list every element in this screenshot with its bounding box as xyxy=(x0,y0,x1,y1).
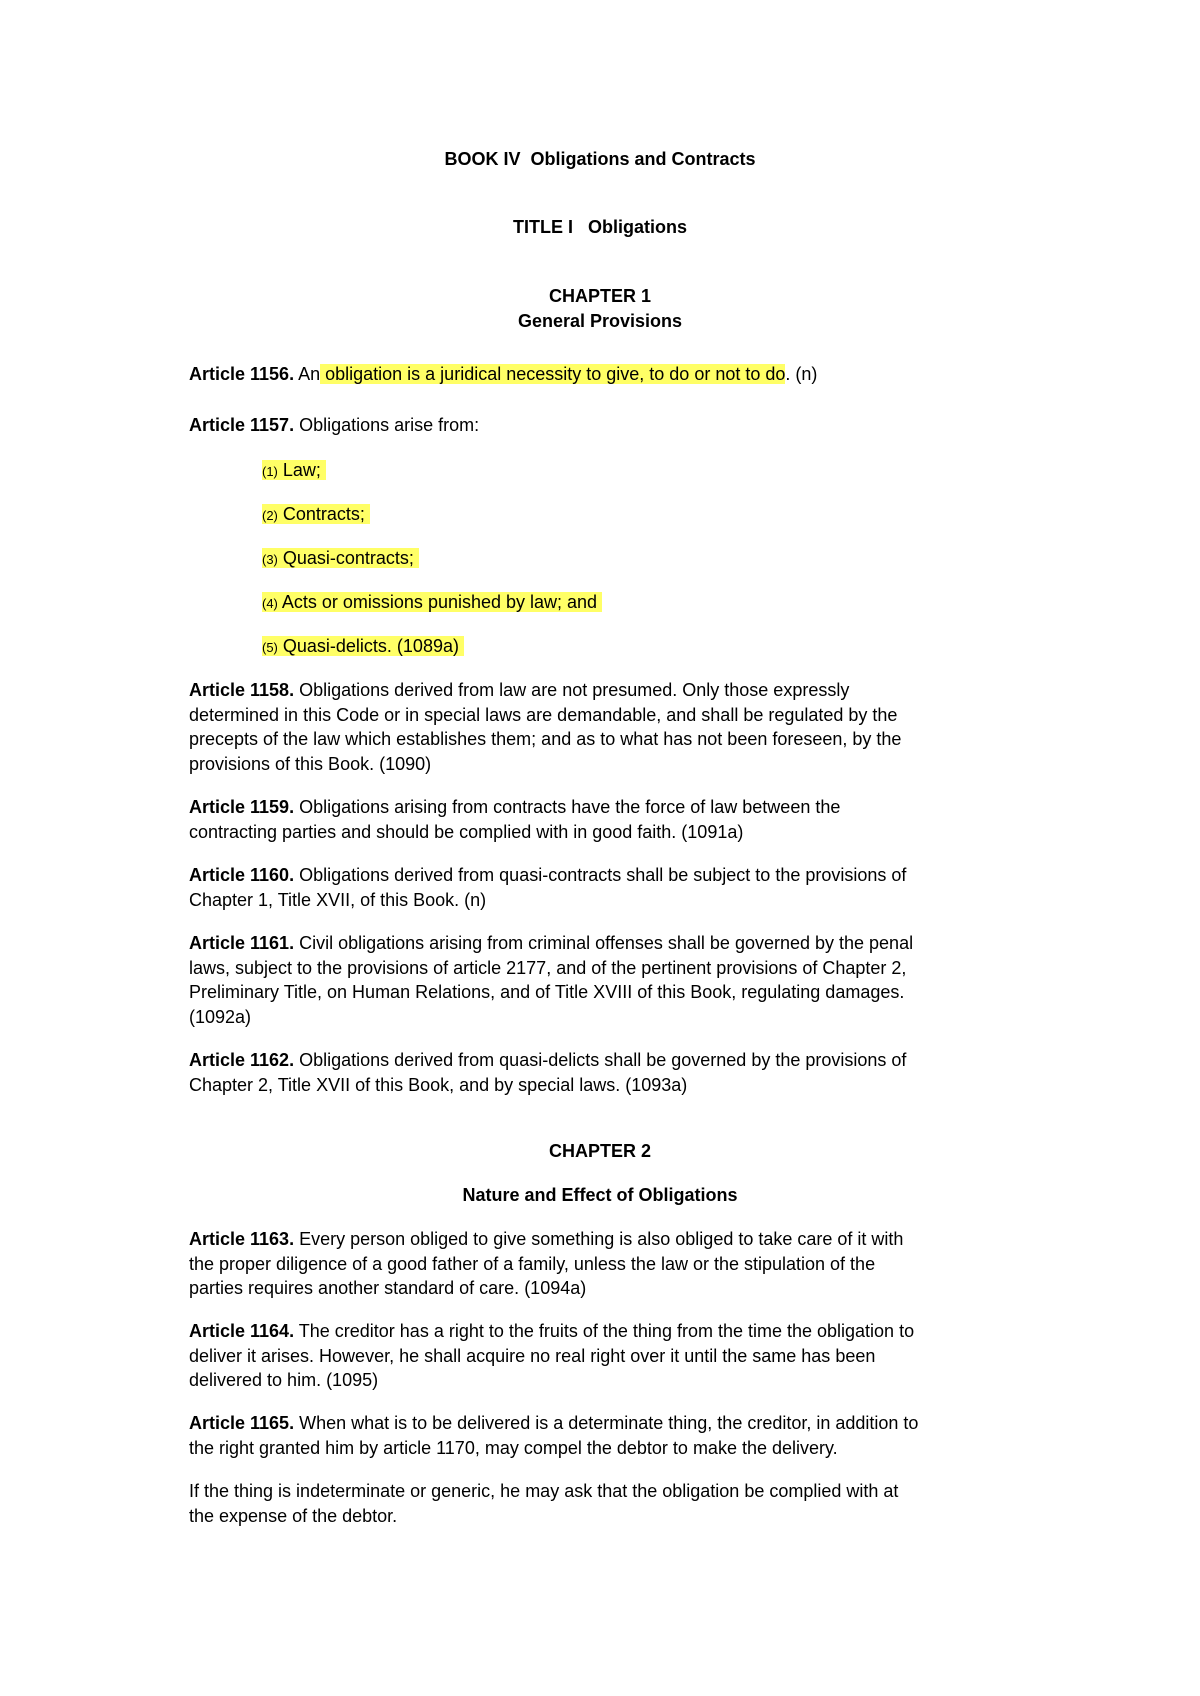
item-text: Acts or omissions punished by law; and xyxy=(277,592,603,612)
article-1162 xyxy=(189,1048,1019,1097)
list-item xyxy=(262,634,464,660)
article-text-line: Chapter 1, Title XVII, of this Book. (n) xyxy=(189,889,487,910)
list-item xyxy=(262,590,602,616)
article-text-line: When what is to be delivered is a determinate thing, the creditor, in addition to xyxy=(294,1413,919,1433)
article-label: Article 1158. xyxy=(189,680,295,700)
title-heading: TITLE I Obligations xyxy=(513,217,687,237)
article-1158 xyxy=(189,678,1019,776)
article-1165-paragraph-2 xyxy=(189,1479,1019,1528)
article-text-line: the expense of the debtor. xyxy=(189,1505,398,1526)
item-text: Quasi-delicts. (1089a) xyxy=(277,636,464,656)
article-text-line: parties requires another standard of care. (1094a) xyxy=(189,1278,587,1298)
article-text-line: Civil obligations arising from criminal offenses shall be governed by the penal xyxy=(294,933,914,953)
item-number: (2) xyxy=(262,508,278,523)
article-text: Obligations arise from: xyxy=(294,415,480,435)
chapter-2-heading: CHAPTER 2 xyxy=(548,1141,651,1161)
item-number: (4) xyxy=(262,596,278,611)
chapter-1-heading: CHAPTER 1 xyxy=(548,286,651,306)
article-1159 xyxy=(189,795,1019,844)
article-text-line: Chapter 2, Title XVII of this Book, and by special laws. (1093a) xyxy=(189,1074,688,1095)
article-1156 xyxy=(189,362,1019,387)
article-text-line: delivered to him. (1095) xyxy=(189,1370,379,1390)
article-text-line: precepts of the law which establishes them; and as to what has not been foreseen, by the xyxy=(189,729,902,749)
article-label: Article 1160. xyxy=(189,865,295,885)
article-label: Article 1162. xyxy=(189,1050,295,1070)
article-text: . (n) xyxy=(785,364,818,384)
article-text-line: Obligations derived from quasi-delicts shall be governed by the provisions of xyxy=(294,1050,907,1070)
item-number: (1) xyxy=(262,464,278,479)
article-text-line: Preliminary Title, on Human Relations, and of Title XVIII of this Book, regulating damages. xyxy=(189,982,905,1002)
article-text-line: Obligations derived from law are not presumed. Only those expressly xyxy=(294,680,850,700)
list-item xyxy=(262,458,326,484)
article-label: Article 1164. xyxy=(189,1321,295,1341)
item-number: (3) xyxy=(262,552,278,567)
chapter-2-subheading: Nature and Effect of Obligations xyxy=(462,1185,738,1205)
list-item xyxy=(262,546,419,572)
article-text-line: the right granted him by article 1170, may compel the debtor to make the delivery. xyxy=(189,1437,838,1458)
chapter-1-subheading: General Provisions xyxy=(517,311,683,331)
article-text-line: Obligations arising from contracts have the force of law between the xyxy=(294,797,841,817)
article-text: An xyxy=(294,364,321,384)
highlighted-text: obligation is a juridical necessity to give, to do or not to do xyxy=(320,364,786,384)
article-label: Article 1161. xyxy=(189,933,295,953)
article-text-line: Every person obliged to give something is also obliged to take care of it with xyxy=(294,1229,904,1249)
item-text: Law; xyxy=(277,460,326,480)
article-1165 xyxy=(189,1411,1019,1460)
article-1163 xyxy=(189,1227,1019,1301)
article-label: Article 1159. xyxy=(189,797,295,817)
article-label: Article 1157. xyxy=(189,415,295,435)
article-text-line: determined in this Code or in special laws are demandable, and shall be regulated by the xyxy=(189,704,898,725)
article-text-line: provisions of this Book. (1090) xyxy=(189,753,432,774)
article-text-line: contracting parties and should be complied with in good faith. (1091a) xyxy=(189,821,744,842)
article-text-line: laws, subject to the provisions of article 2177, and of the pertinent provisions of Chapter 2, xyxy=(189,957,907,978)
article-label: Article 1165. xyxy=(189,1413,295,1433)
article-text-line: (1092a) xyxy=(189,1006,252,1027)
item-text: Quasi-contracts; xyxy=(277,548,419,568)
article-text-line: If the thing is indeterminate or generic, he may ask that the obligation be complied with at xyxy=(189,1481,899,1501)
article-text-line: deliver it arises. However, he shall acquire no real right over it until the same has been xyxy=(189,1345,876,1366)
book-heading: BOOK IV Obligations and Contracts xyxy=(444,149,756,169)
item-number: (5) xyxy=(262,640,278,655)
article-text-line: The creditor has a right to the fruits of the thing from the time the obligation to xyxy=(294,1321,915,1341)
article-text-line: the proper diligence of a good father of a family, unless the law or the stipulation of the xyxy=(189,1253,876,1274)
list-item xyxy=(262,502,370,528)
article-1161 xyxy=(189,931,1019,1029)
article-1164 xyxy=(189,1319,1019,1393)
article-1157 xyxy=(189,413,1019,438)
article-text-line: Obligations derived from quasi-contracts shall be subject to the provisions of xyxy=(294,865,907,885)
article-label: Article 1156. xyxy=(189,364,295,384)
article-1160 xyxy=(189,863,1019,912)
item-text: Contracts; xyxy=(277,504,370,524)
article-label: Article 1163. xyxy=(189,1229,295,1249)
